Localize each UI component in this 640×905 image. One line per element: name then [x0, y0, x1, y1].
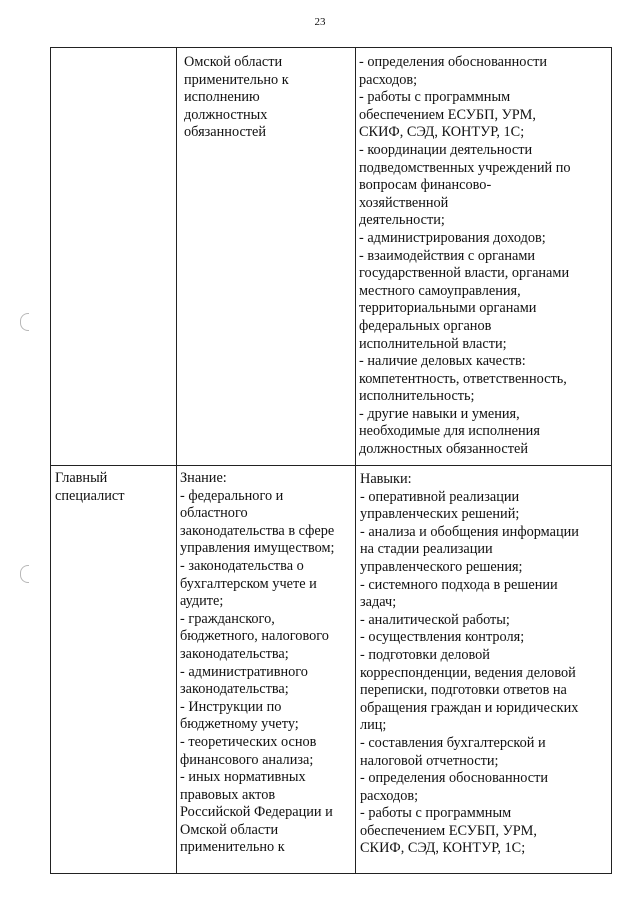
cell-text-line: Омской области — [184, 54, 283, 70]
table-row — [51, 48, 612, 466]
cell-text-line: - системного подхода в решении — [360, 576, 558, 593]
cell-text-line: федеральных органов — [359, 317, 492, 334]
position-cell — [51, 466, 177, 874]
cell-text-line: вопросам финансово- — [359, 177, 492, 194]
cell-text-line: - Инструкции по — [180, 698, 282, 715]
cell-text-line: Навыки: — [360, 471, 412, 487]
table-row — [51, 466, 612, 874]
cell-text-line: исполнению — [184, 89, 260, 106]
cell-text-line: - иных нормативных — [180, 769, 306, 786]
cell-text-line: подведомственных учреждений по — [359, 159, 571, 176]
page-number: 23 — [314, 16, 326, 28]
cell-text-line: - составления бухгалтерской и — [360, 734, 546, 751]
cell-text-line: - администрирования доходов; — [359, 229, 546, 246]
cell-text-line: обеспечением ЕСУБП, УРМ, — [359, 106, 536, 123]
cell-text-line: применительно к — [180, 839, 285, 856]
knowledge-cell — [177, 48, 356, 466]
cell-text-line: Главный — [55, 470, 108, 486]
cell-text-line: - теоретических основ — [180, 733, 317, 750]
cell-text-line: СКИФ, СЭД, КОНТУР, 1С; — [360, 840, 526, 857]
cell-text-line: задач; — [360, 594, 397, 611]
cell-text-line: финансового анализа; — [180, 751, 314, 768]
cell-text-line: законодательства; — [180, 645, 289, 662]
cell-text-line: расходов; — [359, 71, 418, 88]
cell-text-line: - аналитической работы; — [360, 611, 510, 628]
cell-text-line: бюджетного, налогового — [180, 628, 329, 645]
cell-text-line: СКИФ, СЭД, КОНТУР, 1С; — [359, 124, 525, 141]
cell-text-line: - работы с программным — [360, 805, 512, 822]
cell-text-line: - подготовки деловой — [360, 646, 490, 663]
cell-text-line: аудите; — [180, 593, 224, 610]
cell-text-line: - административного — [180, 663, 308, 680]
cell-text-line: хозяйственной — [359, 194, 449, 211]
cell-text-line: лиц; — [360, 717, 387, 734]
cell-text-line: - работы с программным — [359, 89, 511, 106]
cell-text-line: - определения обоснованности — [359, 54, 548, 70]
cell-text-line: обязанностей — [184, 124, 267, 141]
cell-text-line: специалист — [55, 487, 125, 504]
cell-text-line: обращения граждан и юридических — [360, 699, 579, 716]
cell-text-line: - анализа и обобщения информации — [360, 523, 579, 540]
cell-text-line: бюджетному учету; — [180, 716, 299, 733]
cell-text-line: государственной власти, органами — [359, 265, 570, 282]
cell-text-line: областного — [180, 505, 248, 522]
cell-text-line: компетентность, ответственность, — [359, 370, 567, 387]
position-cell — [51, 48, 177, 466]
cell-text-line: - координации деятельности — [359, 141, 533, 158]
cell-text-line: переписки, подготовки ответов на — [360, 682, 567, 699]
cell-text-line: - другие навыки и умения, — [359, 405, 520, 422]
cell-text-line: законодательства в сфере — [180, 522, 335, 539]
qualification-table — [50, 47, 612, 874]
cell-text-line: - осуществления контроля; — [360, 629, 525, 646]
cell-text-line: налоговой отчетности; — [360, 752, 499, 769]
cell-text-line: на стадии реализации — [360, 541, 493, 558]
cell-text-line: обеспечением ЕСУБП, УРМ, — [360, 822, 537, 839]
cell-text-line: - взаимодействия с органами — [359, 247, 536, 264]
knowledge-cell — [177, 466, 356, 874]
margin-bracket-mark — [20, 313, 29, 331]
cell-text-line: применительно к — [184, 71, 289, 88]
cell-text-line: - гражданского, — [180, 610, 275, 627]
cell-text-line: местного самоуправления, — [359, 282, 521, 299]
cell-text-line: - законодательства о — [180, 557, 304, 574]
cell-text-line: Омской области — [180, 821, 279, 838]
cell-text-line: - федерального и — [180, 487, 284, 504]
cell-text-line: законодательства; — [180, 681, 289, 698]
margin-bracket-mark — [20, 565, 29, 583]
cell-text-line: территориальными органами — [359, 300, 537, 317]
cell-text-line: управления имуществом; — [180, 540, 335, 557]
cell-text-line: управленческого решения; — [360, 558, 523, 575]
cell-text-line: исполнительной власти; — [359, 335, 507, 352]
skills-cell — [356, 466, 612, 874]
cell-text-line: должностных обязанностей — [359, 441, 529, 458]
cell-text-line: - наличие деловых качеств: — [359, 353, 526, 370]
cell-text-line: Знание: — [180, 470, 227, 486]
cell-text-line: правовых актов — [180, 786, 276, 803]
cell-text-line: управленческих решений; — [360, 506, 520, 523]
cell-text-line: необходимые для исполнения — [359, 423, 540, 440]
skills-cell — [356, 48, 612, 466]
cell-text-line: расходов; — [360, 787, 419, 804]
cell-text-line: Российской Федерации и — [180, 804, 333, 821]
cell-text-line: исполнительность; — [359, 388, 475, 405]
cell-text-line: - оперативной реализации — [360, 488, 520, 505]
cell-text-line: корреспонденции, ведения деловой — [360, 664, 576, 681]
cell-text-line: бухгалтерском учете и — [180, 575, 317, 592]
cell-text-line: - определения обоснованности — [360, 770, 549, 787]
cell-text-line: должностных — [184, 106, 268, 123]
cell-text-line: деятельности; — [359, 212, 445, 229]
